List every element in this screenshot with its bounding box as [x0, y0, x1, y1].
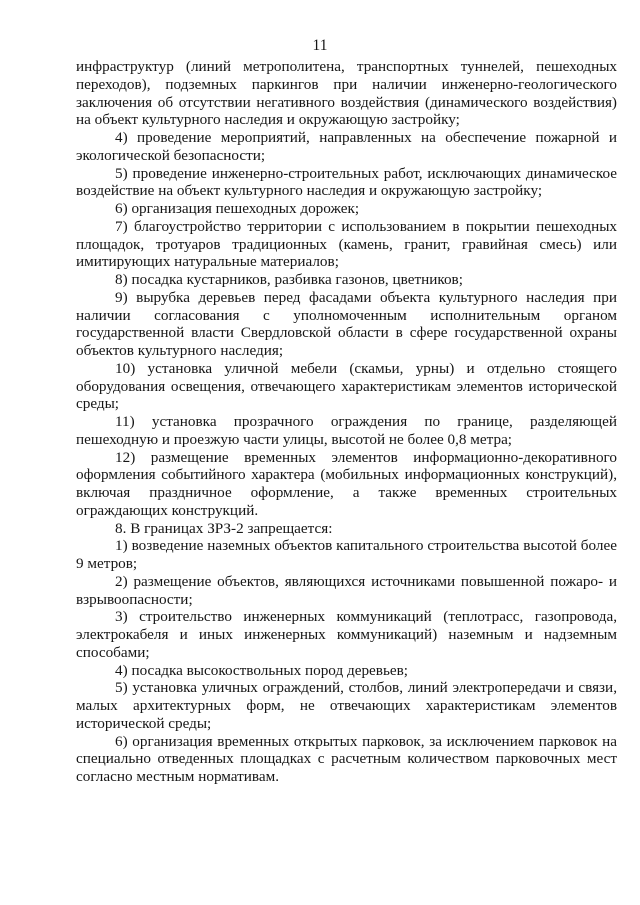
list-item: 2) размещение объектов, являющихся источниками повышенной пожаро- и взрывоопасности;: [76, 572, 617, 608]
list-item: 7) благоустройство территории с использованием в покрытии пешеходных площадок, тротуаров традиционных (камень, гранит, гравийная смесь) или имитирующих натуральные материалов;: [76, 217, 617, 271]
list-item: 12) размещение временных элементов информационно-декоративного оформления событийного характера (мобильных информационных конструкций), включая праздничное оформление, а также временных строительных ограждающих конструкций.: [76, 448, 617, 519]
list-item: 11) установка прозрачного ограждения по границе, разделяющей пешеходную и проезжую части улицы, высотой не более 0,8 метра;: [76, 413, 617, 448]
list-item: 5) установка уличных ограждений, столбов, линий электропередачи и связи, малых архитектурных форм, не отвечающих характеристикам элементов исторической среды;: [76, 679, 617, 732]
list-item: 3) строительство инженерных коммуникаций (теплотрасс, газопровода, электрокабеля и иных инженерных коммуникаций) наземным и надземным способами;: [76, 608, 617, 661]
page-number: 11: [312, 37, 328, 54]
document-body: [76, 58, 617, 786]
list-item: 6) организация пешеходных дорожек;: [115, 200, 360, 217]
list-item: 6) организация временных открытых парковок, за исключением парковок на специально отведенных площадках с расчетным количеством парковочных мест согласно местным нормативам.: [76, 732, 617, 785]
paragraph-continuation: инфраструктур (линий метрополитена, транспортных туннелей, пешеходных переходов), подземных паркингов при наличии инженерно-геологического заключения об отсутствии негативного воздействия (динамического воздействия) на объект культурного наследия и окружающую застройку;: [76, 58, 617, 129]
list-item: 5) проведение инженерно-строительных работ, исключающих динамическое воздействие на объект культурного наследия и окружающую застройку;: [76, 164, 617, 200]
list-item: 10) установка уличной мебели (скамьи, урны) и отдельно стоящего оборудования освещения, отвечающего характеристикам элементов исторической среды;: [76, 359, 617, 413]
list-item: 4) проведение мероприятий, направленных на обеспечение пожарной и экологической безопасности;: [76, 129, 617, 164]
list-item: 8) посадка кустарников, разбивка газонов, цветников;: [115, 271, 463, 288]
section-heading: 8. В границах ЗРЗ-2 запрещается:: [115, 519, 333, 537]
list-item: 4) посадка высокоствольных пород деревьев;: [115, 661, 409, 679]
list-item: 1) возведение наземных объектов капитального строительства высотой более 9 метров;: [76, 537, 617, 572]
list-item: 9) вырубка деревьев перед фасадами объекта культурного наследия при наличии согласования с уполномоченным исполнительным органом государственной власти Свердловской области в сфере государственной охраны объектов культурного наследия;: [76, 288, 617, 359]
